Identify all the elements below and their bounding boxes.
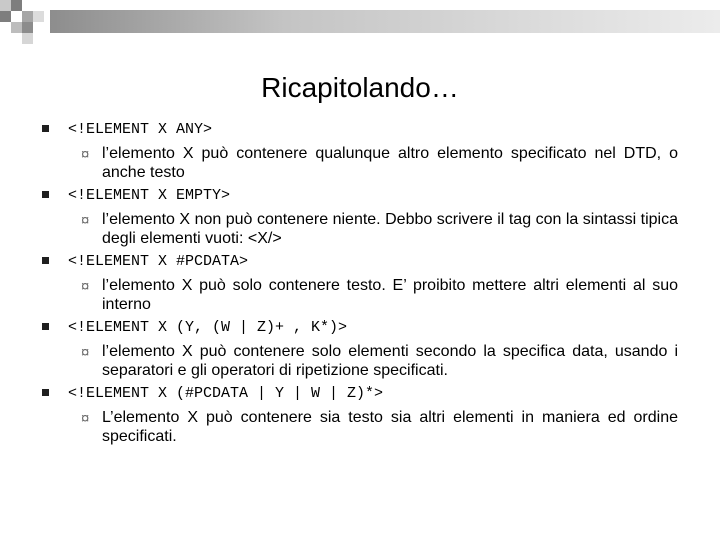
hollow-square-bullet-icon: ¤ <box>81 344 90 361</box>
description: l’elemento X può contenere solo elementi secondo la specifica data, usando i separatori e gli operatori di ripetizione specificati. <box>102 343 678 379</box>
element-declaration: <!ELEMENT X (#PCDATA | Y | W | Z)*> <box>68 385 384 402</box>
list-item <box>34 250 678 314</box>
square-bullet-icon <box>42 191 49 198</box>
list-item <box>34 118 678 182</box>
sub-item <box>68 144 678 182</box>
element-declaration: <!ELEMENT X (Y, (W | Z)+ , K*)> <box>68 319 348 336</box>
square-bullet-icon <box>42 257 49 264</box>
hollow-square-bullet-icon: ¤ <box>81 278 90 295</box>
bullet-list <box>34 118 678 448</box>
list-item <box>34 316 678 380</box>
description: l’elemento X può contenere qualunque altro elemento specificato nel DTD, o anche testo <box>102 145 678 181</box>
sub-item <box>68 210 678 248</box>
header-decoration <box>0 0 720 50</box>
element-declaration: <!ELEMENT X #PCDATA> <box>68 253 249 270</box>
hollow-square-bullet-icon: ¤ <box>81 146 90 163</box>
description: L’elemento X può contenere sia testo sia altri elementi in maniera ed ordine specificati. <box>102 409 678 445</box>
square-bullet-icon <box>42 389 49 396</box>
sub-item <box>68 276 678 314</box>
square-bullet-icon <box>42 125 49 132</box>
sub-item <box>68 408 678 446</box>
description: l’elemento X non può contenere niente. Debbo scrivere il tag con la sintassi tipica degli elementi vuoti: <X/> <box>102 211 678 247</box>
list-item <box>34 382 678 446</box>
square-bullet-icon <box>42 323 49 330</box>
sub-item <box>68 342 678 380</box>
hollow-square-bullet-icon: ¤ <box>81 410 90 427</box>
element-declaration: <!ELEMENT X EMPTY> <box>68 187 231 204</box>
hollow-square-bullet-icon: ¤ <box>81 212 90 229</box>
list-item <box>34 184 678 248</box>
slide-title: Ricapitolando… <box>261 72 459 103</box>
element-declaration: <!ELEMENT X ANY> <box>68 121 213 138</box>
description: l’elemento X può solo contenere testo. E’ proibito mettere altri elementi al suo interno <box>102 277 678 313</box>
